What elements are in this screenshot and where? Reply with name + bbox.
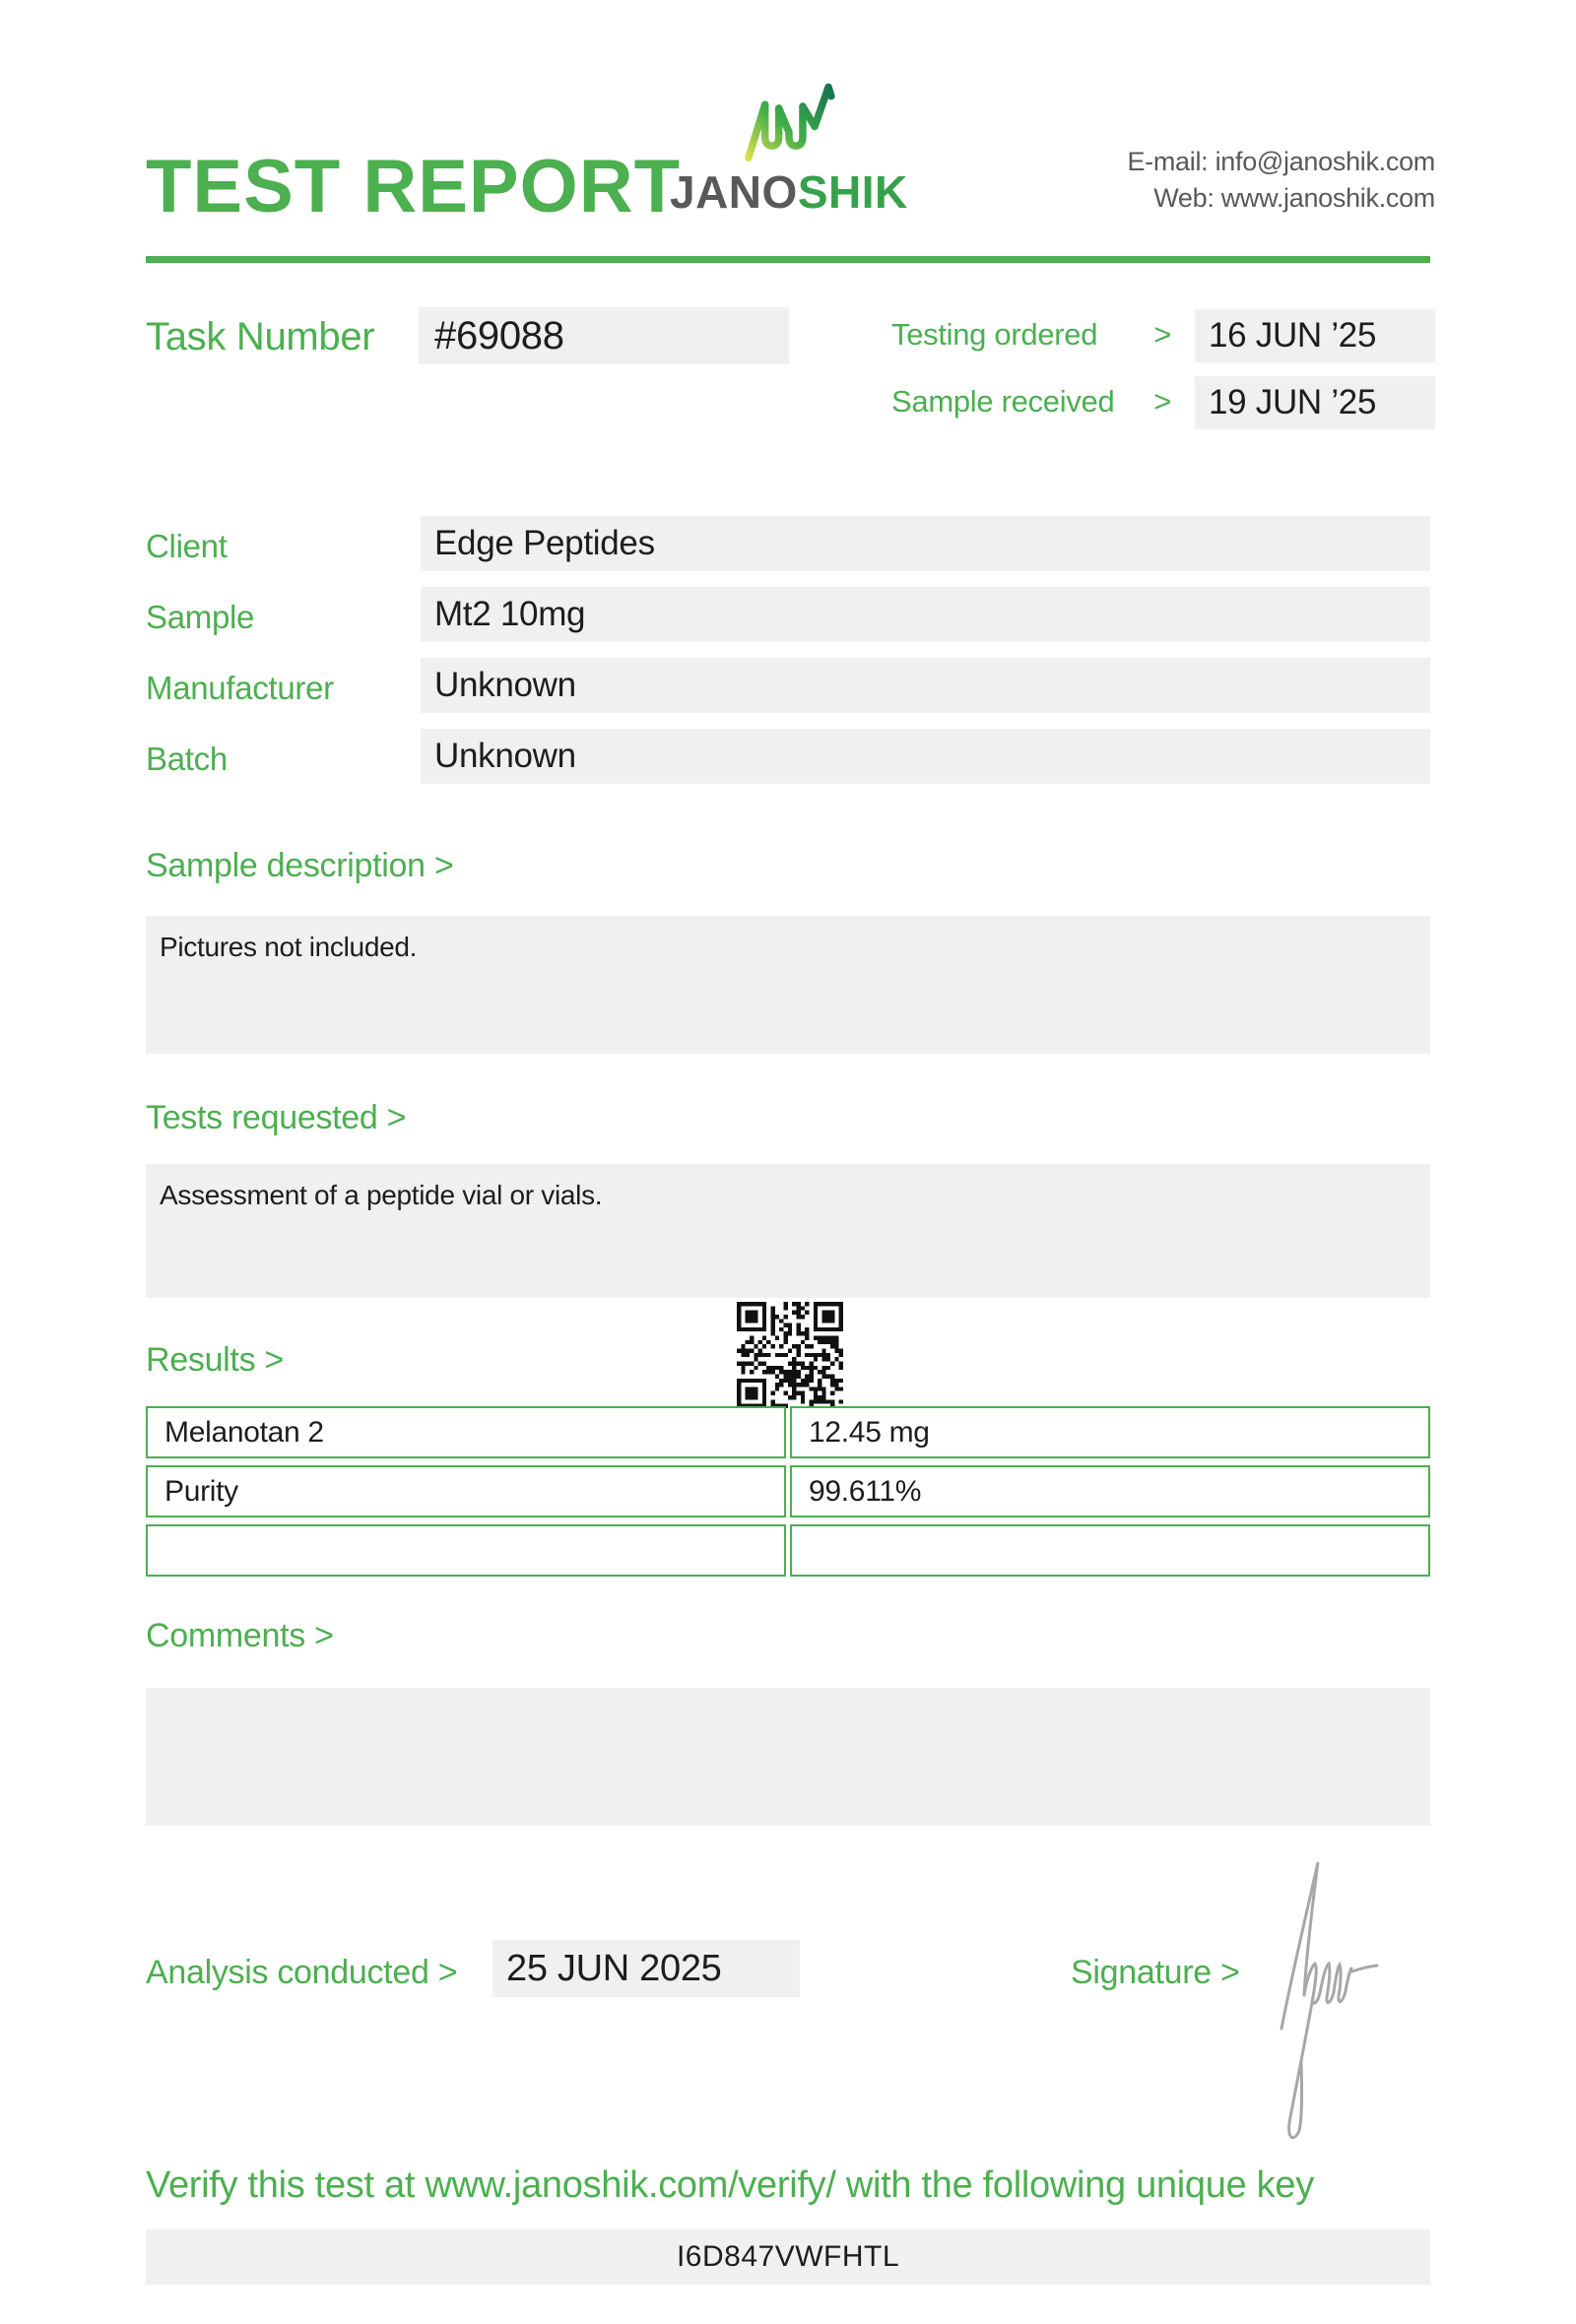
logo-gray-part: JANO bbox=[670, 166, 798, 218]
testing-ordered-value: 16 JUN ’25 bbox=[1209, 316, 1377, 355]
signature-label: Signature > bbox=[1071, 1954, 1240, 1991]
result-value-cell: 12.45 mg bbox=[790, 1406, 1430, 1458]
client-box bbox=[421, 516, 1430, 571]
analysis-conducted-label: Analysis conducted > bbox=[146, 1954, 458, 1991]
task-number-value: #69088 bbox=[434, 313, 564, 357]
manufacturer-value: Unknown bbox=[434, 666, 576, 704]
table-row bbox=[146, 1524, 1430, 1577]
sample-received-value: 19 JUN ’25 bbox=[1209, 383, 1377, 421]
result-name-cell: Melanotan 2 bbox=[146, 1406, 786, 1458]
sample-value: Mt2 10mg bbox=[434, 595, 586, 633]
analysis-date-value: 25 JUN 2025 bbox=[506, 1947, 722, 1989]
contact-email: E-mail: info@janoshik.com bbox=[1127, 147, 1435, 176]
janoshik-logo-icon bbox=[741, 79, 835, 161]
client-value: Edge Peptides bbox=[434, 524, 655, 562]
batch-value: Unknown bbox=[434, 737, 576, 775]
analysis-date-box bbox=[492, 1940, 800, 1997]
sample-received-arrow: > bbox=[1153, 384, 1171, 419]
tests-requested-box bbox=[146, 1164, 1430, 1298]
manufacturer-box bbox=[421, 658, 1430, 713]
sample-received-label bbox=[891, 384, 1171, 420]
tests-requested-text: Assessment of a peptide vial or vials. bbox=[160, 1180, 603, 1210]
testing-ordered-label bbox=[891, 317, 1171, 353]
results-heading: Results > bbox=[146, 1341, 284, 1379]
batch-label: Batch bbox=[146, 741, 228, 777]
batch-box bbox=[421, 729, 1430, 784]
contact-web: Web: www.janoshik.com bbox=[1153, 183, 1435, 213]
table-row bbox=[146, 1465, 1430, 1517]
testing-ordered-arrow: > bbox=[1153, 317, 1171, 352]
logo-green-part: SHIK bbox=[797, 166, 908, 218]
contact-block bbox=[1127, 144, 1435, 217]
results-table bbox=[146, 1406, 1430, 1583]
sample-description-box bbox=[146, 916, 1430, 1054]
sample-description-text: Pictures not included. bbox=[160, 932, 418, 962]
janoshik-logo-text bbox=[670, 165, 906, 219]
result-value-cell: 99.611% bbox=[790, 1465, 1430, 1517]
testing-ordered-text: Testing ordered bbox=[891, 317, 1098, 352]
sample-description-heading: Sample description > bbox=[146, 847, 454, 884]
testing-ordered-box bbox=[1195, 309, 1435, 362]
sample-received-box bbox=[1195, 376, 1435, 429]
verify-text: Verify this test at www.janoshik.com/verify/ with the following unique key bbox=[146, 2164, 1314, 2206]
result-name-cell bbox=[146, 1524, 786, 1577]
signature-image bbox=[1269, 1849, 1485, 2164]
comments-box bbox=[146, 1688, 1430, 1826]
task-number-label: Task Number bbox=[146, 315, 375, 358]
manufacturer-label: Manufacturer bbox=[146, 670, 334, 706]
sample-received-text: Sample received bbox=[891, 384, 1115, 419]
qr-code bbox=[737, 1302, 843, 1408]
sample-box bbox=[421, 587, 1430, 642]
header-divider bbox=[146, 256, 1430, 263]
verify-key-value: I6D847VWFHTL bbox=[676, 2240, 900, 2273]
result-value-cell bbox=[790, 1524, 1430, 1577]
result-name-cell: Purity bbox=[146, 1465, 786, 1517]
tests-requested-heading: Tests requested > bbox=[146, 1099, 407, 1136]
comments-heading: Comments > bbox=[146, 1617, 334, 1654]
table-row bbox=[146, 1406, 1430, 1458]
client-label: Client bbox=[146, 528, 228, 564]
task-number-box bbox=[419, 307, 789, 364]
sample-label: Sample bbox=[146, 599, 255, 635]
verify-key-box bbox=[146, 2229, 1430, 2285]
page-title: TEST REPORT bbox=[146, 145, 682, 228]
